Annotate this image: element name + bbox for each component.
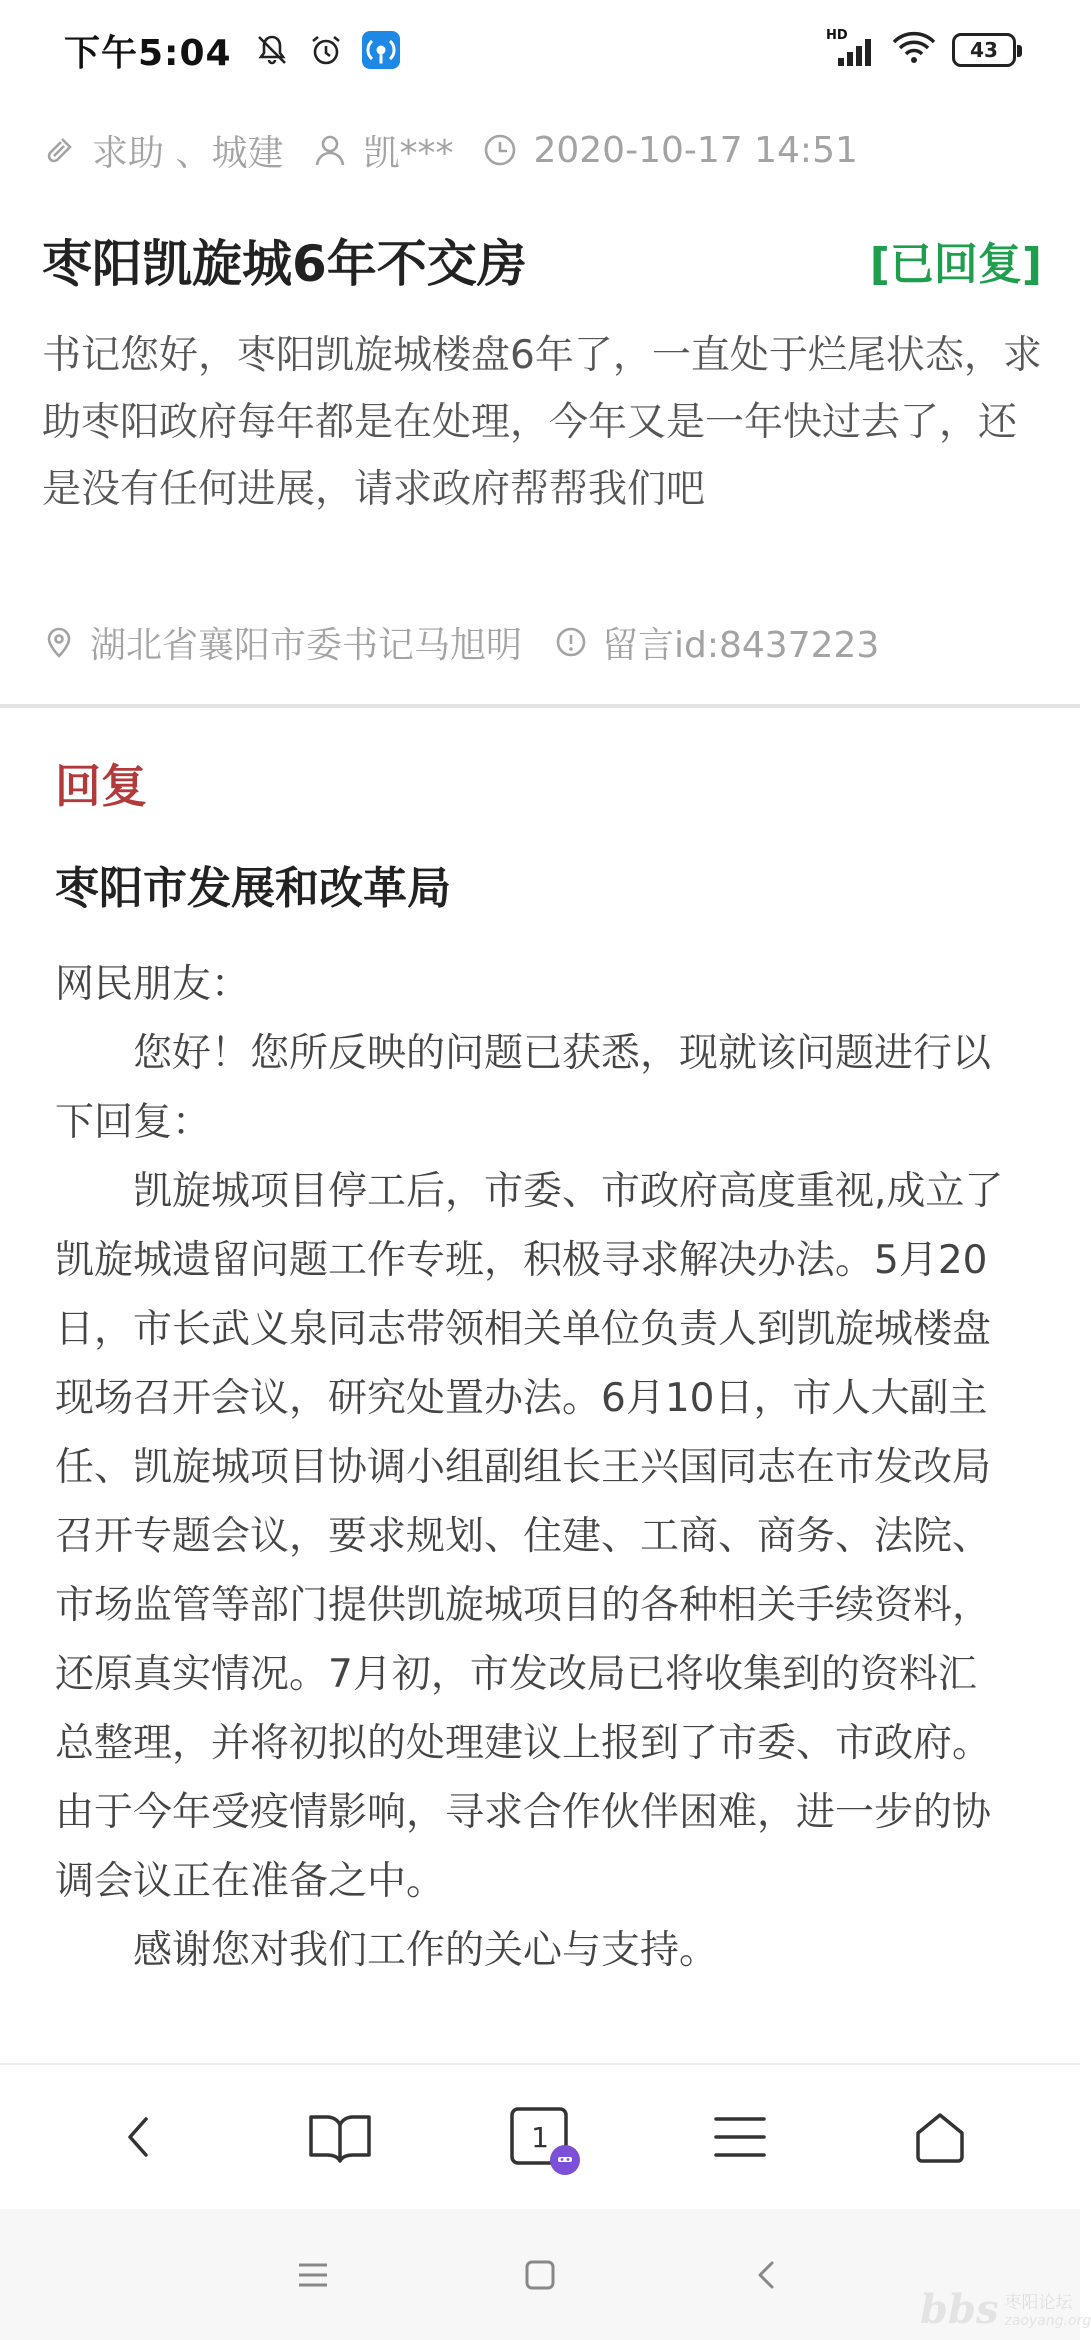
location-pin-icon bbox=[42, 625, 76, 659]
clock-icon bbox=[483, 133, 517, 167]
post-author-text: 凯*** bbox=[363, 132, 454, 174]
post-message-id bbox=[554, 617, 879, 668]
watermark bbox=[920, 2286, 1091, 2333]
alarm-clock-icon bbox=[308, 32, 344, 68]
bell-muted-icon bbox=[254, 32, 290, 68]
status-bar bbox=[0, 0, 1080, 100]
reply-paragraph: 凯旋城项目停工后，市委、市政府高度重视,成立了凯旋城遗留问题工作专班，积极寻求解决办法。5月20日，市长武义泉同志带领相关单位负责人到凯旋城楼盘现场召开会议，研究处置办法。6月10日，市人大副主任、凯旋城项目协调小组副组长王兴国同志在市发改局召开专题会议，要求规划、住建、工商、商务、法院、市场监管等部门提供凯旋城项目的各种相关手续资料，还原真实情况。7月初，市发改局已将收集到的资料汇总整理，并将初拟的处理建议上报到了市委、市政府。由于今年受疫情影响，寻求合作伙伴困难，进一步的协调会议正在准备之中。 bbox=[55, 1169, 1004, 1904]
bookmarks-icon bbox=[305, 2107, 375, 2167]
user-icon bbox=[313, 133, 347, 167]
reply-paragraph: 您好！您所反映的问题已获悉，现就该问题进行以下回复： bbox=[55, 1031, 992, 1145]
back-icon bbox=[110, 2107, 170, 2167]
tag-icon bbox=[42, 133, 76, 167]
tabs-button[interactable] bbox=[490, 2087, 590, 2187]
home-button[interactable] bbox=[890, 2087, 990, 2187]
battery-level: 43 bbox=[970, 38, 998, 62]
bookmarks-button[interactable] bbox=[290, 2087, 390, 2187]
wifi-icon bbox=[892, 30, 936, 70]
reply-organization: 枣阳市发展和改革局 bbox=[55, 863, 451, 914]
watermark-brand: bbs bbox=[920, 2286, 999, 2333]
menu-icon bbox=[710, 2107, 770, 2167]
post-datetime bbox=[483, 130, 857, 171]
post-recipient-text: 湖北省襄阳市委书记马旭明 bbox=[90, 624, 523, 666]
status-right-icons bbox=[826, 30, 1016, 70]
post-category bbox=[42, 125, 283, 176]
post-category-text: 求助 、城建 bbox=[92, 132, 284, 174]
reply-status-badge: [已回复] bbox=[869, 239, 1042, 290]
reply-greeting: 网民朋友： bbox=[55, 962, 251, 1007]
post-author bbox=[313, 125, 453, 176]
reply-body bbox=[55, 950, 1015, 1985]
system-back-button[interactable] bbox=[727, 2235, 807, 2315]
system-home-button[interactable] bbox=[500, 2235, 580, 2315]
watermark-text: 枣阳论坛 zaoyang.org bbox=[1004, 2293, 1091, 2329]
status-time: 下午5:04 bbox=[64, 32, 232, 74]
section-divider bbox=[0, 704, 1080, 708]
post-title: 枣阳凯旋城6年不交房 bbox=[42, 235, 527, 293]
post-datetime-text: 2020-10-17 14:51 bbox=[533, 129, 858, 171]
system-navigation-bar bbox=[0, 2209, 1080, 2340]
menu-button[interactable] bbox=[690, 2087, 790, 2187]
post-footer bbox=[42, 612, 911, 672]
app-notification-icon bbox=[362, 31, 400, 69]
recent-apps-button[interactable] bbox=[273, 2235, 353, 2315]
post-meta-row bbox=[42, 120, 888, 180]
status-notification-icons bbox=[254, 31, 400, 69]
home-icon bbox=[910, 2107, 970, 2167]
signal-icon: HD bbox=[826, 30, 876, 70]
recent-apps-icon bbox=[293, 2255, 333, 2295]
post-message-id-text: 留言id:8437223 bbox=[602, 624, 880, 666]
incognito-icon bbox=[550, 2145, 580, 2175]
home-square-icon bbox=[520, 2255, 560, 2295]
back-triangle-icon bbox=[747, 2255, 787, 2295]
tab-count: 1 bbox=[531, 2120, 549, 2154]
post-recipient bbox=[42, 617, 522, 668]
post-title-row bbox=[42, 225, 1042, 295]
browser-toolbar bbox=[0, 2063, 1080, 2209]
reply-paragraph: 感谢您对我们工作的关心与支持。 bbox=[133, 1928, 719, 1973]
battery-icon bbox=[952, 33, 1016, 67]
post-body: 书记您好，枣阳凯旋城楼盘6年了，一直处于烂尾状态，求助枣阳政府每年都是在处理，今年又是一年快过去了，还是没有任何进展，请求政府帮帮我们吧 bbox=[42, 333, 1042, 512]
reply-heading: 回复 bbox=[55, 759, 147, 813]
back-button[interactable] bbox=[90, 2087, 190, 2187]
info-icon bbox=[554, 625, 588, 659]
